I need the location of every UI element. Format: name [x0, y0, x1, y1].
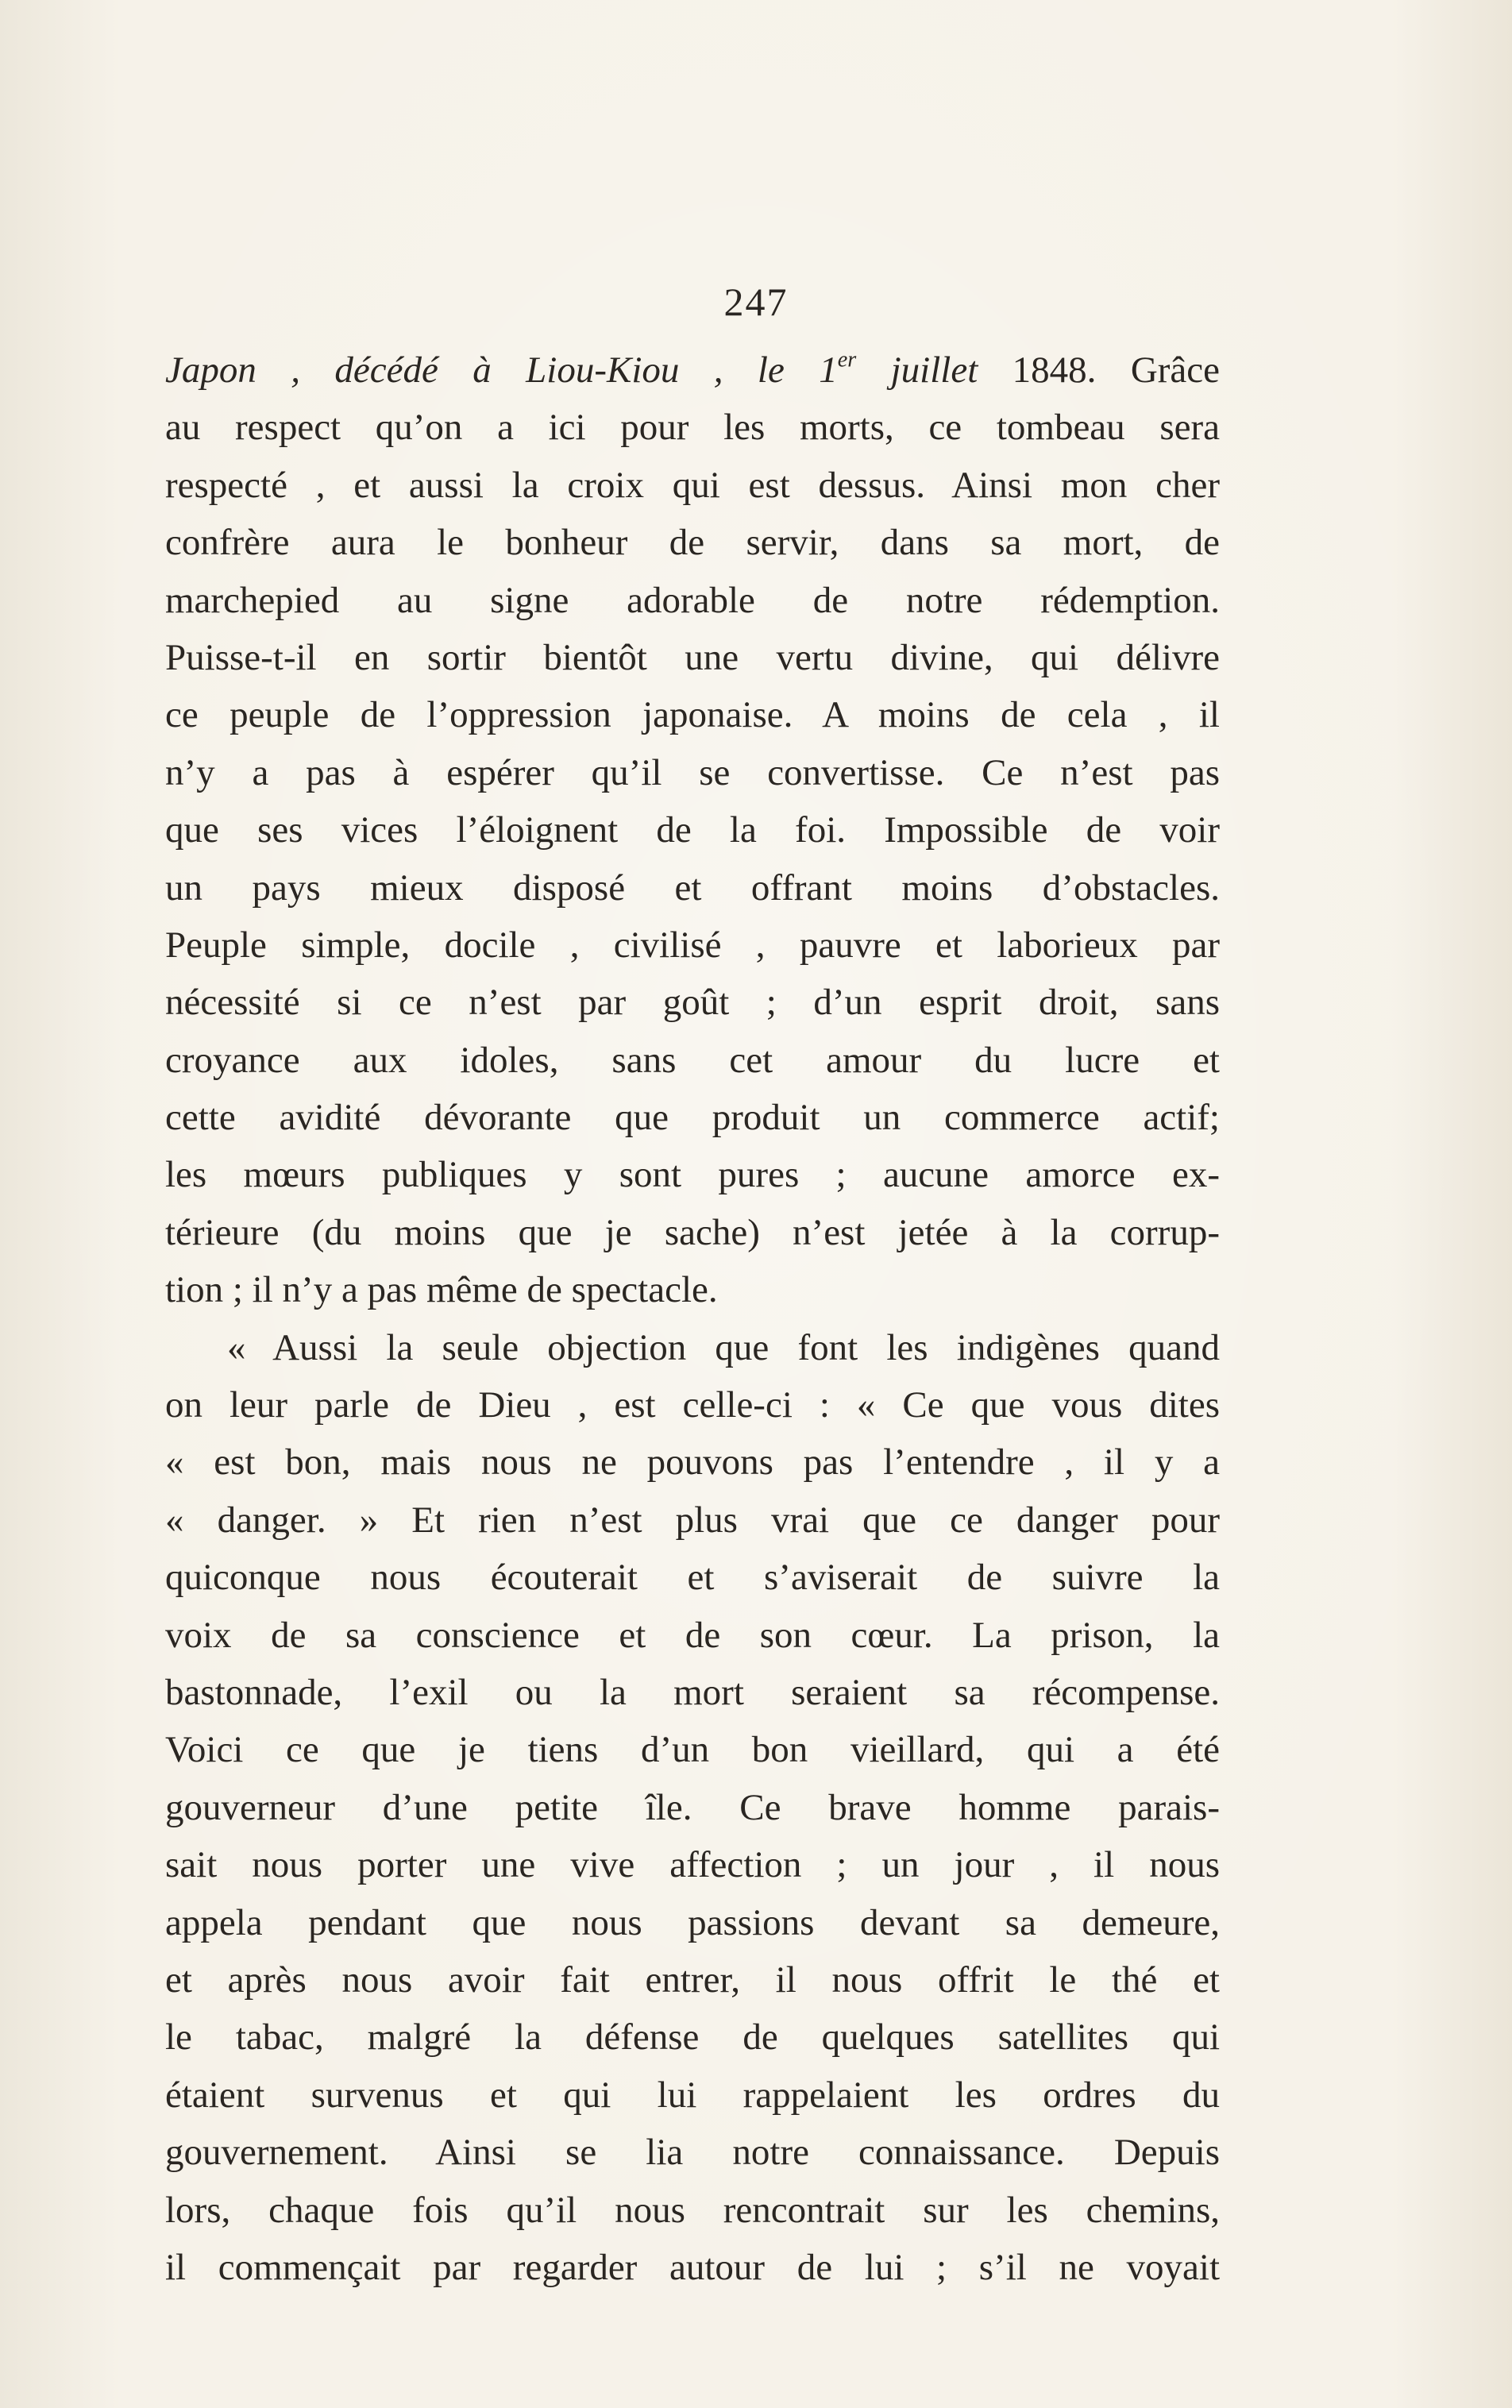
text-line-29: et après nous avoir fait entrer, il nous offrit le thé et: [165, 1958, 1220, 2001]
superscript-text: er: [837, 347, 857, 372]
text-line-21: « danger. » Et rien n’est plus vrai que ce danger pour: [165, 1499, 1220, 1541]
text-line-16: térieure (du moins que je sache) n’est jetée à la corrup-: [165, 1211, 1220, 1253]
text-line-8: n’y a pas à espérer qu’il se convertisse. Ce n’est pas: [165, 751, 1220, 793]
text-line-15: les mœurs publiques y sont pures ; aucune amorce ex-: [165, 1154, 1220, 1196]
text-line-27: sait nous porter une vive affection ; un jour , il nous: [165, 1844, 1220, 1886]
italic-text: juillet: [856, 349, 978, 391]
text-line-23: voix de sa conscience et de son cœur. La prison, la: [165, 1614, 1220, 1656]
text-line-7: ce peuple de l’oppression japonaise. A moins de cela , il: [165, 694, 1220, 736]
text-line-33: lors, chaque fois qu’il nous rencontrait sur les chemins,: [165, 2189, 1220, 2231]
text-line-17: tion ; il n’y a pas même de spectacle.: [165, 1269, 718, 1311]
text-line-9: que ses vices l’éloignent de la foi. Impossible de voir: [165, 809, 1220, 851]
text-line-25: Voici ce que je tiens d’un bon vieillard, qui a été: [165, 1729, 1220, 1771]
text-line-18: « Aussi la seule objection que font les indigènes quand: [227, 1326, 1220, 1368]
text-line-31: étaient survenus et qui lui rappelaient les ordres du: [165, 2074, 1220, 2116]
text-line-12: nécessité si ce n’est par goût ; d’un esprit droit, sans: [165, 982, 1220, 1024]
text-line-34: il commençait par regarder autour de lui ; s’il ne voyait: [165, 2246, 1220, 2288]
text-line-19: on leur parle de Dieu , est celle-ci : « Ce que vous dites: [165, 1384, 1220, 1426]
text-line-1: [165, 342, 1220, 399]
text-line-22: quiconque nous écouterait et s’aviserait de suivre la: [165, 1557, 1220, 1599]
text-line-32: gouvernement. Ainsi se lia notre connaissance. Depuis: [165, 2132, 1220, 2174]
text-line-5: marchepied au signe adorable de notre rédemption.: [165, 579, 1220, 621]
text-line-14: cette avidité dévorante que produit un commerce actif;: [165, 1097, 1220, 1139]
text-line-11: Peuple simple, docile , civilisé , pauvre et laborieux par: [165, 924, 1220, 966]
text-line-4: confrère aura le bonheur de servir, dans sa mort, de: [165, 522, 1220, 564]
text-line-30: le tabac, malgré la défense de quelques satellites qui: [165, 2016, 1220, 2059]
text-line-6: Puisse-t-il en sortir bientôt une vertu divine, qui délivre: [165, 636, 1220, 678]
text-line-20: « est bon, mais nous ne pouvons pas l’entendre , il y a: [165, 1441, 1220, 1484]
body-text: [165, 342, 1220, 2296]
page-number: 247: [723, 280, 789, 324]
text-line-28: appela pendant que nous passions devant sa demeure,: [165, 1901, 1220, 1943]
text-line-2: au respect qu’on a ici pour les morts, ce tombeau sera: [165, 407, 1220, 449]
text-line-10: un pays mieux disposé et offrant moins d’obstacles.: [165, 866, 1220, 909]
italic-text: Japon , décédé à Liou-Kiou , le 1: [165, 349, 838, 391]
line-text: 1848. Grâce: [978, 349, 1220, 391]
text-line-24: bastonnade, l’exil ou la mort seraient sa récompense.: [165, 1671, 1220, 1713]
text-line-13: croyance aux idoles, sans cet amour du lucre et: [165, 1039, 1220, 1081]
text-line-3: respecté , et aussi la croix qui est dessus. Ainsi mon cher: [165, 464, 1220, 506]
text-line-26: gouverneur d’une petite île. Ce brave homme parais-: [165, 1786, 1220, 1828]
